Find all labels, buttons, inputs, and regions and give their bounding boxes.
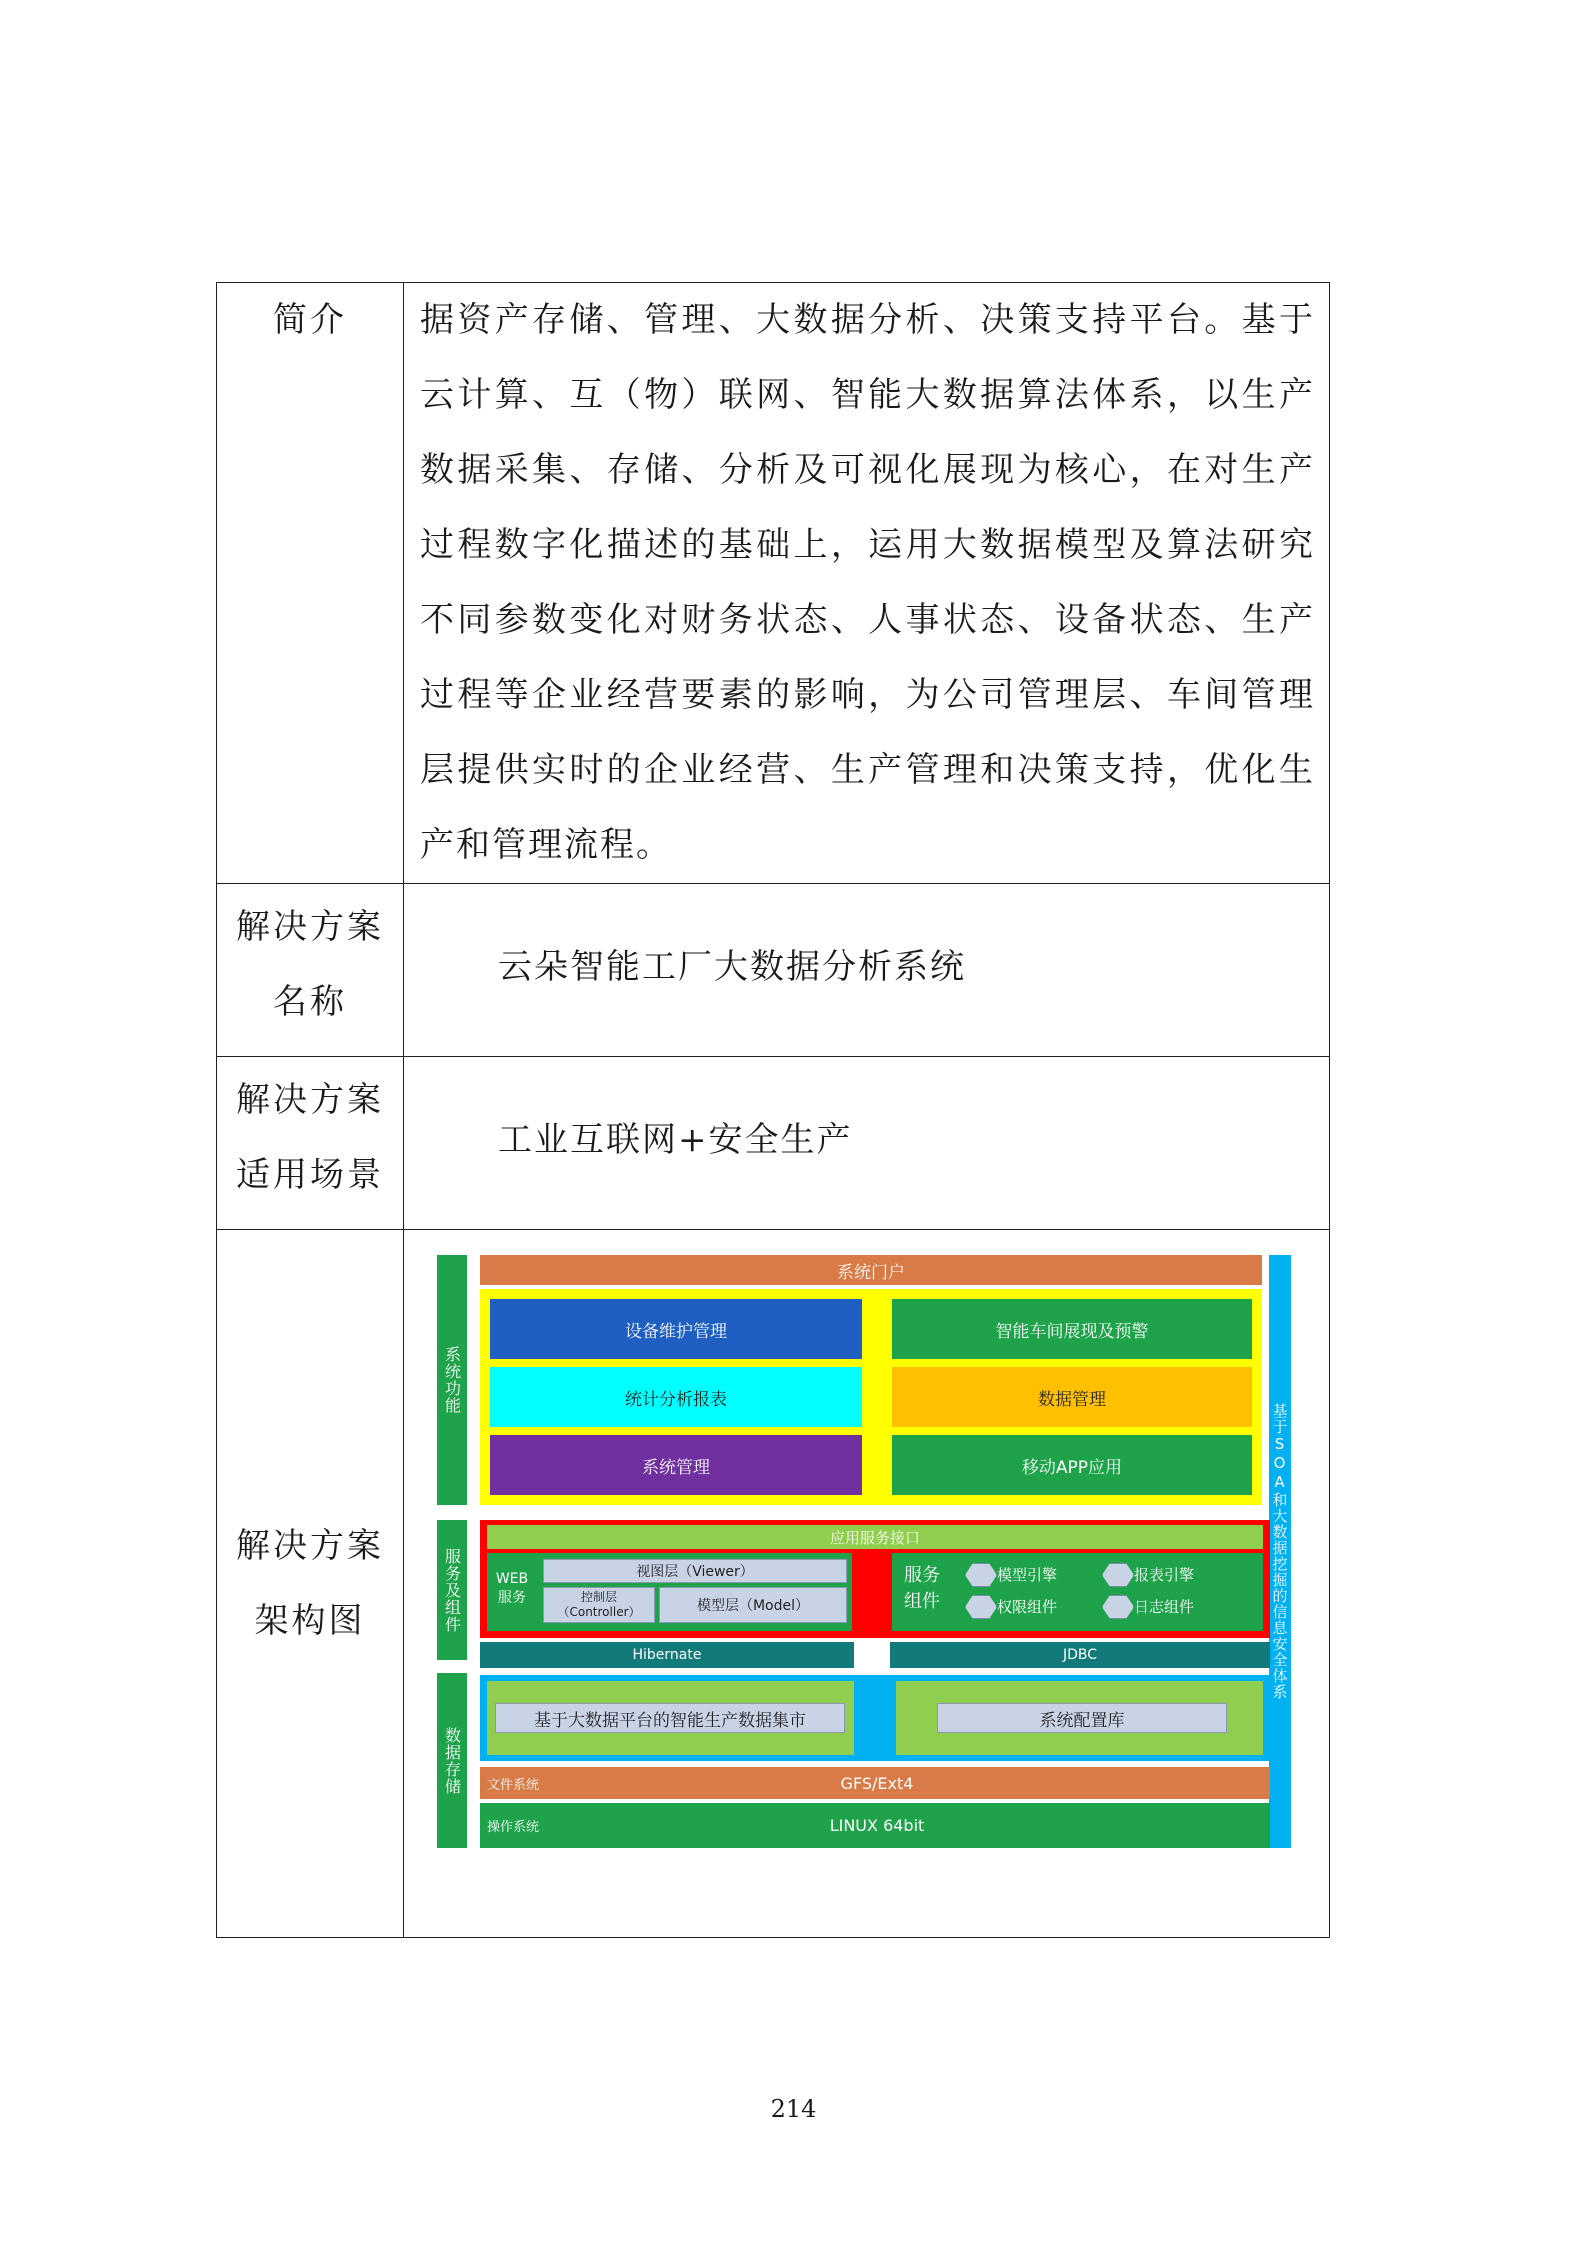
intro-line: 过程等企业经营要素的影响，为公司管理层、车间管理 xyxy=(420,675,1315,715)
page-number: 214 xyxy=(770,2095,817,2123)
component-log: 日志组件 xyxy=(1134,1597,1195,1616)
function-system-management: 系统管理 xyxy=(490,1435,862,1495)
architecture-label xyxy=(217,1230,404,1938)
component-permission: 权限组件 xyxy=(997,1597,1058,1616)
scenario-cell xyxy=(404,1057,1330,1230)
controller-layer: 控制层（Controller） xyxy=(543,1587,655,1623)
intro-text xyxy=(404,283,1330,884)
service-interface-bar: 应用服务接口 xyxy=(487,1525,1263,1549)
intro-line: 过程数字化描述的基础上，运用大数据模型及算法研究 xyxy=(420,525,1315,565)
intro-row xyxy=(217,283,1330,884)
os-value: LINUX 64bit xyxy=(829,1816,925,1835)
scenario-value: 工业互联网+安全生产 xyxy=(498,1119,853,1160)
solution-name-cell xyxy=(404,884,1330,1057)
solution-name-label xyxy=(217,884,404,1057)
label-line: 解决方案 xyxy=(236,1525,384,1566)
scenario-row xyxy=(217,1057,1330,1230)
file-system-value: GFS/Ext4 xyxy=(840,1773,914,1793)
right-label-security: 基于SOA和大数据挖掘的信息安全体系 xyxy=(1269,1255,1291,1848)
service-components-label: 服务组件 xyxy=(904,1565,940,1612)
component-model-engine: 模型引擎 xyxy=(997,1565,1058,1584)
jdbc-bar: JDBC xyxy=(890,1642,1270,1668)
solution-name-value: 云朵智能工厂大数据分析系统 xyxy=(498,946,966,987)
intro-line: 不同参数变化对财务状态、人事状态、设备状态、生产 xyxy=(420,600,1315,640)
scenario-label xyxy=(217,1057,404,1230)
intro-line: 云计算、互（物）联网、智能大数据算法体系，以生产 xyxy=(420,375,1315,415)
portal-bar: 系统门户 xyxy=(480,1255,1262,1285)
file-system-label: 文件系统 xyxy=(487,1777,540,1793)
function-data-management: 数据管理 xyxy=(892,1367,1252,1427)
function-mobile-app: 移动APP应用 xyxy=(892,1435,1252,1495)
os-label: 操作系统 xyxy=(487,1820,540,1835)
web-service-label: WEB服务 xyxy=(495,1571,529,1606)
label-line: 名称 xyxy=(273,982,347,1022)
left-label-storage: 数据存储 xyxy=(437,1673,467,1848)
label-line: 架构图 xyxy=(254,1600,366,1641)
architecture-diagram xyxy=(437,1255,1292,1853)
model-layer: 模型层（Model） xyxy=(659,1587,847,1623)
intro-line: 数据采集、存储、分析及可视化展现为核心，在对生产 xyxy=(420,450,1315,490)
viewer-layer: 视图层（Viewer） xyxy=(543,1559,847,1583)
config-db: 系统配置库 xyxy=(937,1703,1227,1733)
component-report-engine: 报表引擎 xyxy=(1134,1565,1195,1584)
label-line: 解决方案 xyxy=(236,907,384,947)
intro-line: 据资产存储、管理、大数据分析、决策支持平台。基于 xyxy=(420,300,1315,340)
solution-name-row xyxy=(217,884,1330,1057)
intro-line: 层提供实时的企业经营、生产管理和决策支持，优化生 xyxy=(420,750,1315,790)
label-line: 适用场景 xyxy=(236,1155,384,1195)
function-device-maintenance: 设备维护管理 xyxy=(490,1299,862,1359)
function-workshop-alert: 智能车间展现及预警 xyxy=(892,1299,1252,1359)
left-label-services: 服务及组件 xyxy=(437,1520,467,1660)
intro-label: 简介 xyxy=(217,283,404,884)
function-statistics: 统计分析报表 xyxy=(490,1367,862,1427)
data-mart: 基于大数据平台的智能生产数据集市 xyxy=(495,1703,845,1733)
intro-line: 产和管理流程。 xyxy=(420,825,672,865)
hibernate-bar: Hibernate xyxy=(480,1642,854,1668)
left-label-functions: 系统功能 xyxy=(437,1255,467,1505)
label-line: 解决方案 xyxy=(236,1080,384,1120)
